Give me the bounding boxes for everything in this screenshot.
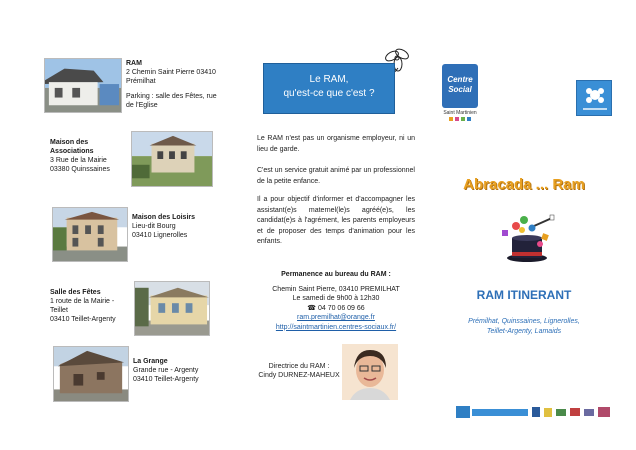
permanence-hours: Le samedi de 9h00 à 12h30 bbox=[292, 295, 380, 302]
permanence-block bbox=[252, 270, 420, 332]
magic-hat-illustration bbox=[494, 212, 560, 262]
centre-social-logo: Centre Social Saint Martinien bbox=[440, 64, 480, 126]
intro-paragraph-1: Le RAM n'est pas un organisme employeur, ni un lieu de garde. bbox=[257, 135, 415, 153]
header-line-2: qu'est-ce que c'est ? bbox=[283, 88, 375, 99]
maison-associations-photo bbox=[131, 131, 213, 187]
ram-building-photo bbox=[44, 58, 122, 113]
caf-logo bbox=[576, 80, 612, 116]
director-name: Cindy DURNEZ-MAHEUX bbox=[258, 372, 340, 379]
intro-paragraph-2: C'est un service gratuit animé par un professionnel de la petite enfance. bbox=[257, 167, 415, 185]
towns-list: Prémilhat, Quinssaines, Lignerolles, Teillet-Argenty, Lamaids bbox=[468, 318, 580, 335]
venue-salle-fetes: Salle des Fêtes 1 route de la Mairie - Teillet 03410 Teillet-Argenty bbox=[50, 289, 116, 323]
venue-la-grange: La Grange Grande rue - Argenty 03410 Teillet-Argenty bbox=[133, 358, 199, 383]
director-photo bbox=[342, 344, 398, 400]
partner-logos bbox=[456, 405, 614, 419]
director-block bbox=[256, 362, 342, 380]
venue-ram: RAM 2 Chemin Saint Pierre 03410 Prémilhat Parking : salle des Fêtes, rue de l'Eglise bbox=[126, 59, 226, 110]
phone-icon: ☎ bbox=[307, 304, 318, 312]
ram-header-box bbox=[263, 63, 395, 114]
centre-caption: Saint Martinien bbox=[443, 110, 477, 116]
email-link[interactable]: ram.premilhat@orange.fr bbox=[297, 314, 375, 321]
permanence-phone-row bbox=[252, 304, 420, 314]
venue-name: RAM bbox=[126, 60, 142, 67]
permanence-phone: 04 70 06 09 66 bbox=[317, 304, 365, 312]
intro-paragraph-3: Il a pour objectif d'informer et d'accompagner les assistant(e)s maternel(le)s agréé(e)s, les candidat(e)s à l'agrément, les parents employeurs et de proposer des temps d'animation pour les enfants. bbox=[257, 196, 415, 245]
permanence-title: Permanence au bureau du RAM : bbox=[281, 271, 391, 278]
ram-itinerant-title: RAM ITINERANT bbox=[476, 288, 572, 302]
permanence-address: Chemin Saint Pierre, 03410 PREMILHAT bbox=[272, 285, 400, 293]
venue-maison-associations: Maison des Associations 3 Rue de la Mairie 03380 Quinssaines bbox=[50, 139, 110, 173]
la-grange-photo bbox=[53, 346, 129, 402]
director-label: Directrice du RAM : bbox=[268, 363, 330, 370]
venue-maison-loisirs: Maison des Loisirs Lieu-dit Bourg 03410 Lignerolles bbox=[132, 214, 196, 239]
website-link[interactable]: http://saintmartinien.centres-sociaux.fr/ bbox=[275, 323, 397, 331]
header-line-1: Le RAM, bbox=[309, 74, 349, 85]
salle-fetes-photo bbox=[134, 281, 210, 336]
brochure-title: Abracada ... Ram bbox=[463, 176, 585, 193]
maison-loisirs-photo bbox=[52, 207, 128, 262]
